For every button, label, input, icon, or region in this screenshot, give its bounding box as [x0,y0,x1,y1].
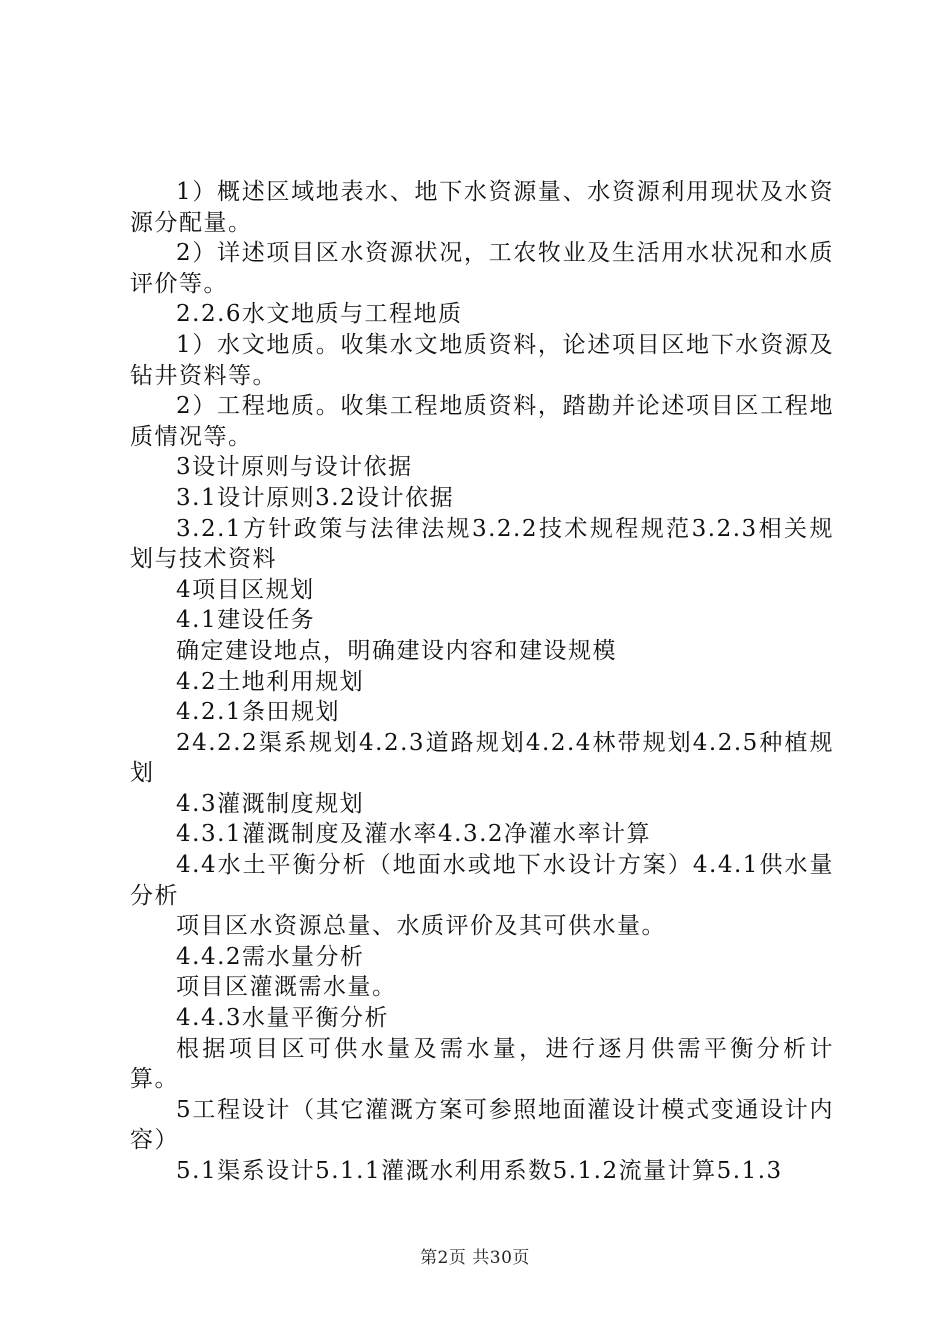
section-heading: 4.1建设任务 [176,607,316,634]
section-heading: 3.2.1方针政策与法律法规3.2.2技术规程规范3.2.3相关规划与技术资料 [130,515,834,573]
paragraph: 1）概述区域地表水、地下水资源量、水资源利用现状及水资源分配量。 [130,179,834,236]
section-heading: 4.4.3水量平衡分析 [176,1005,390,1032]
section-heading: 24.2.2渠系规划4.2.3道路规划4.2.4林带规划4.2.5种植规划 [130,729,834,787]
page-footer [0,1243,950,1268]
paragraph: 项目区水资源总量、水质评价及其可供水量。 [176,913,666,940]
section-heading: 4项目区规划 [176,576,315,603]
paragraph: 1）水文地质。收集水文地质资料，论述项目区地下水资源及钻井资料等。 [130,331,834,389]
section-heading: 4.2.1条田规划 [176,699,341,726]
section-heading: 4.2土地利用规划 [176,668,365,695]
page-number-label: 第2页 共30页 [420,1248,530,1268]
section-heading: 4.3.1灌溉制度及灌水率4.3.2净灌水率计算 [176,821,652,848]
section-heading: 4.4.2需水量分析 [176,943,365,970]
section-heading: 4.4水土平衡分析（地面水或地下水设计方案）4.4.1供水量分析 [130,852,834,909]
paragraph: 2）工程地质。收集工程地质资料，踏勘并论述项目区工程地质情况等。 [130,393,834,450]
paragraph: 确定建设地点，明确建设内容和建设规模 [176,637,617,664]
document-body [130,177,834,1187]
section-heading: 5工程设计（其它灌溉方案可参照地面灌设计模式变通设计内容） [130,1096,834,1154]
section-heading: 3.1设计原则3.2设计依据 [176,484,455,511]
section-heading: 3设计原则与设计依据 [176,454,413,481]
section-heading: 4.3灌溉制度规划 [176,790,365,817]
paragraph: 项目区灌溉需水量。 [176,974,397,1001]
section-heading: 2.2.6水文地质与工程地质 [176,301,463,328]
section-heading: 5.1渠系设计5.1.1灌溉水利用系数5.1.2流量计算5.1.3 [176,1158,783,1184]
paragraph: 根据项目区可供水量及需水量，进行逐月供需平衡分析计算。 [130,1035,834,1093]
paragraph: 2）详述项目区水资源状况，工农牧业及生活用水状况和水质评价等。 [130,240,834,297]
